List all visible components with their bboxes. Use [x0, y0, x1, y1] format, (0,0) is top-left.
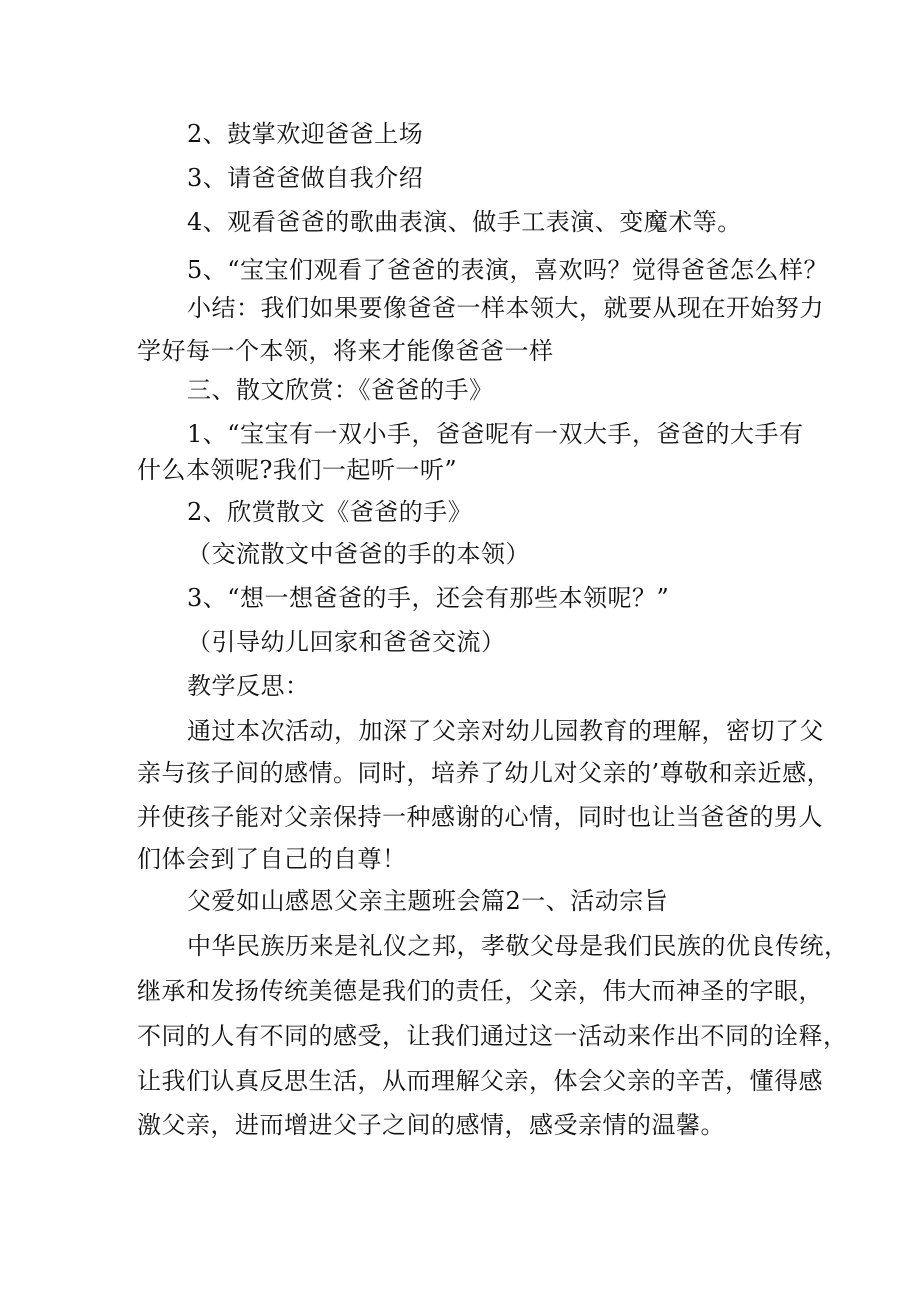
- text-line: 并使孩子能对父亲保持一种感谢的心情，同时也让当爸爸的男人: [137, 803, 823, 831]
- text-line: 通过本次活动，加深了父亲对幼儿园教育的理解，密切了父: [187, 717, 824, 745]
- text-line: 小结：我们如果要像爸爸一样本领大，就要从现在开始努力: [187, 294, 824, 322]
- text-line: 学好每一个本领，将来才能像爸爸一样: [137, 337, 554, 365]
- text-line: 让我们认真反思生活，从而理解父亲，体会父亲的辛苦，懂得感: [137, 1067, 823, 1095]
- text-line: 2、鼓掌欢迎爸爸上场: [187, 120, 424, 148]
- text-line: 中华民族历来是礼仪之邦，孝敬父母是我们民族的优良传统，: [187, 932, 849, 960]
- text-line: 1、“宝宝有一双小手，爸爸呢有一双大手，爸爸的大手有: [187, 420, 804, 448]
- text-line: 3、“想一想爸爸的手，还会有那些本领呢？”: [187, 584, 670, 612]
- text-line: 亲与孩子间的感情。同时，培养了幼儿对父亲的’尊敬和亲近感，: [137, 759, 832, 787]
- section-heading: 父爱如山感恩父亲主题班会篇2一、活动宗旨: [187, 887, 669, 915]
- text-line: 激父亲，进而增进父子之间的感情，感受亲情的温馨。: [137, 1111, 725, 1139]
- text-line: 继承和发扬传统美德是我们的责任，父亲，伟大而神圣的字眼，: [137, 977, 823, 1005]
- text-line: 什么本领呢?我们一起听一听”: [137, 456, 458, 484]
- text-line: （交流散文中爸爸的手的本领）: [187, 540, 530, 568]
- text-line: 2、欣赏散文《爸爸的手》: [187, 498, 473, 526]
- text-line: （引导幼儿回家和爸爸交流）: [187, 628, 506, 656]
- text-line: 4、观看爸爸的歌曲表演、做手工表演、变魔术等。: [187, 208, 742, 236]
- section-heading: 三、散文欣赏：《爸爸的手》: [187, 376, 494, 404]
- section-heading: 教学反思：: [187, 672, 310, 700]
- text-line: 不同的人有不同的感受，让我们通过这一活动来作出不同的诠释，: [137, 1022, 848, 1050]
- text-line: 3、请爸爸做自我介绍: [187, 164, 424, 192]
- text-line: 们体会到了自己的自尊！: [137, 845, 407, 873]
- text-line: 5、“宝宝们观看了爸爸的表演，喜欢吗？觉得爸爸怎么样？: [187, 256, 829, 284]
